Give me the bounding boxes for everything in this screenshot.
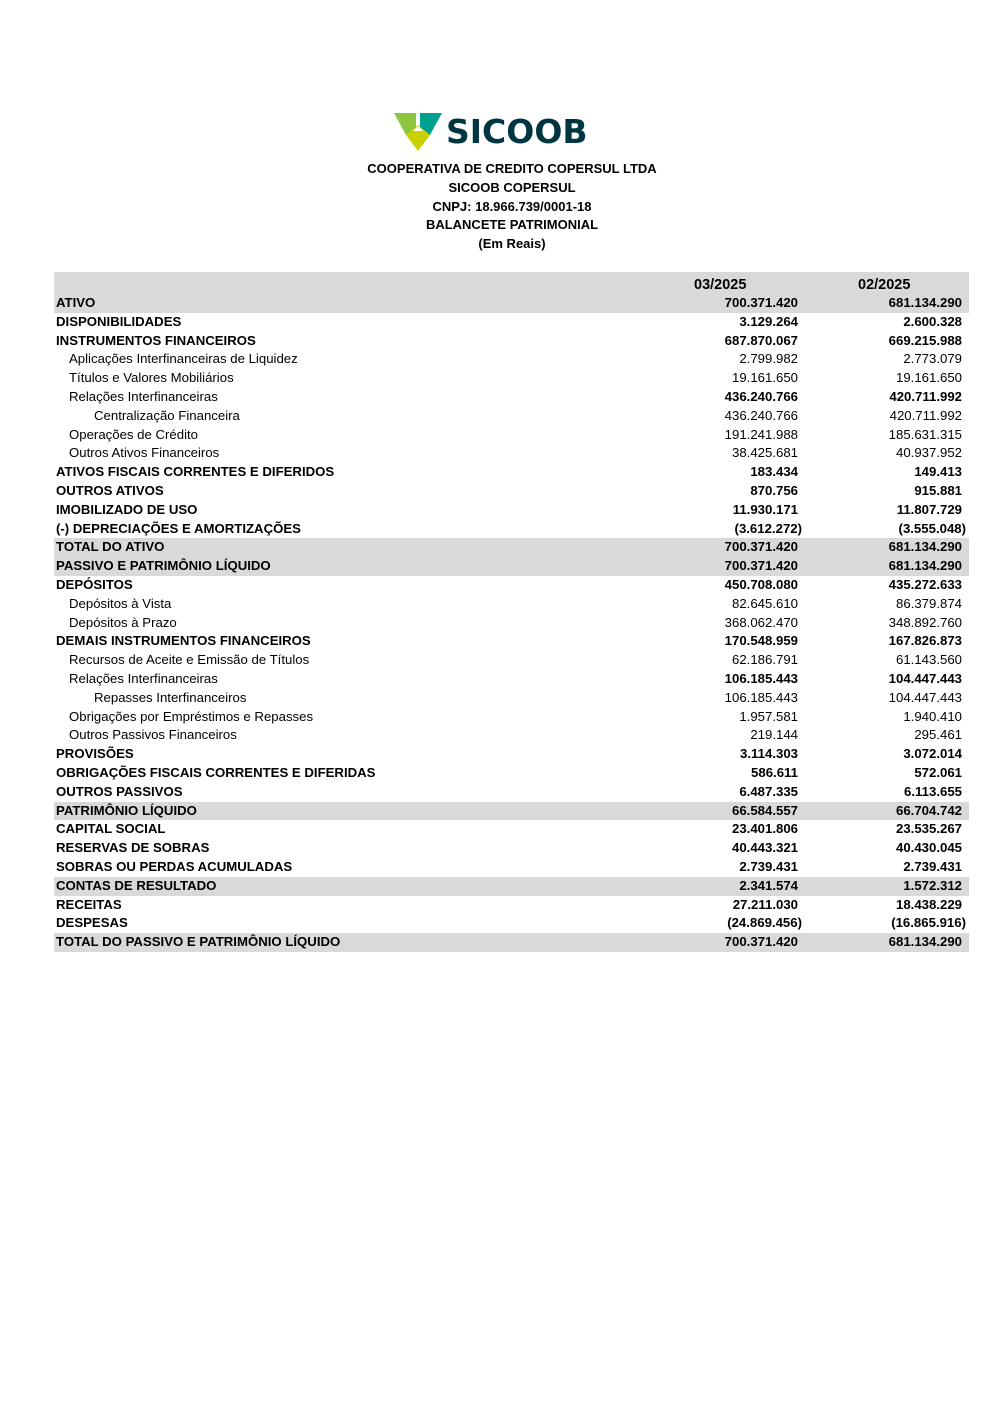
value-previous: 681.134.290 [888,295,962,310]
table-row [54,933,969,952]
value-previous: 40.937.952 [895,445,962,461]
table-row [54,294,969,313]
value-previous: 295.461 [914,727,962,743]
row-label: OUTROS PASSIVOS [56,783,183,799]
value-previous: 915.881 [914,482,962,498]
value-previous: 2.773.079 [903,351,962,367]
value-previous: 3.072.014 [903,746,962,762]
value-current: 1.957.581 [739,708,798,724]
value-current: 106.185.443 [724,670,798,686]
value-current: 38.425.681 [731,445,798,461]
value-previous: 149.413 [914,464,962,480]
row-label: OUTROS ATIVOS [56,482,164,498]
row-label: Títulos e Valores Mobiliários [69,370,234,386]
table-row [54,858,969,877]
column-header-current: 03/2025 [694,277,747,293]
row-label: Outros Ativos Financeiros [69,445,220,461]
table-row [54,407,969,426]
value-current: 436.240.766 [724,407,798,423]
table-row [54,350,969,369]
value-previous: 435.272.633 [888,576,962,592]
row-label: RESERVAS DE SOBRAS [56,840,210,856]
value-previous: 681.134.290 [888,558,962,574]
row-label: Depósitos à Vista [69,595,172,611]
table-row [54,520,969,539]
sicoob-triangle-icon [394,111,442,151]
value-current: 870.756 [750,482,798,498]
value-current: 106.185.443 [724,689,798,705]
row-label: Operações de Crédito [69,426,199,442]
brand-name: SICOOB COPERSUL [448,179,576,195]
row-label: Relações Interfinanceiras [69,388,218,404]
row-label: DISPONIBILIDADES [56,313,182,329]
table-row [54,651,969,670]
value-current: 2.739.431 [739,858,798,874]
row-label: DEMAIS INSTRUMENTOS FINANCEIROS [56,633,311,649]
row-label: RECEITAS [56,896,122,912]
table-row [54,689,969,708]
value-previous: 185.631.315 [888,426,962,442]
value-previous: 1.572.312 [903,877,962,893]
cnpj: CNPJ: 18.966.739/0001-18 [432,198,592,214]
document-header [0,160,1000,254]
row-label: ATIVOS FISCAIS CORRENTES E DIFERIDOS [56,464,335,480]
table-row [54,708,969,727]
document-title: BALANCETE PATRIMONIAL [425,217,599,233]
value-previous: 40.430.045 [895,840,962,856]
value-previous: 420.711.992 [889,407,962,423]
value-previous: 167.826.873 [888,633,962,649]
row-label: IMOBILIZADO DE USO [56,501,198,517]
value-current: 450.708.080 [724,576,798,592]
row-label: Aplicações Interfinanceiras de Liquidez [69,351,298,367]
row-label: OBRIGAÇÕES FISCAIS CORRENTES E DIFERIDAS [56,764,376,780]
value-current: 219.144 [750,727,798,743]
table-row [54,745,969,764]
table-row [54,463,969,482]
value-current: 436.240.766 [724,388,798,404]
value-previous: 669.215.988 [888,332,962,348]
value-current: 11.930.171 [732,501,798,517]
value-current: 368.062.470 [724,614,798,630]
value-current: (24.869.456) [727,915,802,931]
row-label: DESPESAS [56,915,128,931]
value-previous: 23.535.267 [895,821,962,837]
value-previous: 66.704.742 [895,802,962,818]
sicoob-logo [394,110,594,152]
value-previous: (3.555.048) [898,520,966,536]
table-row [54,501,969,520]
value-previous: 2.600.328 [903,313,962,329]
table-row [54,576,969,595]
table-row [54,426,969,445]
row-label: INSTRUMENTOS FINANCEIROS [56,332,256,348]
table-row [54,557,969,576]
value-previous: 19.161.650 [895,370,962,386]
table-row [54,632,969,651]
value-current: 191.241.988 [724,426,798,442]
table-row [54,820,969,839]
row-label: CONTAS DE RESULTADO [56,877,217,893]
table-row [54,726,969,745]
row-label: Centralização Financeira [94,407,240,423]
value-current: 700.371.420 [724,558,798,574]
value-current: 6.487.335 [739,783,798,799]
balance-sheet-table [54,272,969,952]
value-current: 2.341.574 [739,877,798,893]
row-label: Depósitos à Prazo [69,614,177,630]
row-label: Outros Passivos Financeiros [69,727,237,743]
table-row [54,802,969,821]
table-row [54,444,969,463]
value-current: 700.371.420 [724,539,798,555]
table-row [54,369,969,388]
column-header-previous: 02/2025 [858,277,911,293]
row-label: Repasses Interfinanceiros [94,689,247,705]
value-current: (3.612.272) [734,520,802,536]
table-row [54,670,969,689]
row-label: TOTAL DO PASSIVO E PATRIMÔNIO LÍQUIDO [56,934,341,950]
row-label: CAPITAL SOCIAL [56,821,166,837]
value-previous: (16.865.916) [891,915,966,931]
value-current: 3.129.264 [739,313,798,329]
value-previous: 1.940.410 [903,708,962,724]
table-row [54,764,969,783]
company-name: COOPERATIVA DE CREDITO COPERSUL LTDA [367,161,657,176]
row-label: ATIVO [56,295,96,310]
table-row [54,332,969,351]
value-current: 2.799.982 [739,351,798,367]
value-previous: 420.711.992 [889,388,962,404]
value-current: 19.161.650 [731,370,798,386]
row-label: PATRIMÔNIO LÍQUIDO [56,802,197,818]
table-row [54,482,969,501]
value-previous: 6.113.655 [904,783,962,799]
table-row [54,595,969,614]
table-row [54,388,969,407]
logo-wordmark: SICOOB [446,111,588,151]
table-row [54,877,969,896]
value-current: 27.211.030 [732,896,798,912]
value-current: 687.870.067 [724,332,798,348]
row-label: TOTAL DO ATIVO [56,539,165,555]
value-current: 170.548.959 [724,633,798,649]
value-previous: 11.807.729 [896,501,962,517]
table-row [54,313,969,332]
row-label: SOBRAS OU PERDAS ACUMULADAS [56,858,293,874]
value-previous: 572.061 [914,764,962,780]
value-current: 66.584.557 [731,802,798,818]
table-row [54,896,969,915]
row-label: Relações Interfinanceiras [69,670,218,686]
value-previous: 681.134.290 [888,934,962,950]
table-row [54,614,969,633]
currency-note: (Em Reais) [478,236,546,252]
value-current: 700.371.420 [724,934,798,950]
value-current: 82.645.610 [731,595,798,611]
row-label: (-) DEPRECIAÇÕES E AMORTIZAÇÕES [56,520,301,536]
value-previous: 2.739.431 [903,858,962,874]
row-label: Recursos de Aceite e Emissão de Títulos [69,652,310,668]
row-label: PROVISÕES [56,746,134,762]
value-previous: 348.892.760 [888,614,962,630]
value-previous: 104.447.443 [888,670,962,686]
row-label: Obrigações por Empréstimos e Repasses [69,708,314,724]
table-row [54,839,969,858]
value-previous: 18.438.229 [895,896,962,912]
value-current: 183.434 [750,464,798,480]
table-row [54,538,969,557]
value-current: 586.611 [751,764,798,780]
value-current: 40.443.321 [731,840,798,856]
value-current: 700.371.420 [724,295,798,310]
value-current: 62.186.791 [731,652,798,668]
value-previous: 104.447.443 [888,689,962,705]
value-current: 23.401.806 [731,821,798,837]
table-row [54,914,969,933]
table-row [54,783,969,802]
row-label: DEPÓSITOS [56,576,133,592]
row-label: PASSIVO E PATRIMÔNIO LÍQUIDO [56,558,271,574]
value-current: 3.114.303 [740,746,798,762]
value-previous: 681.134.290 [888,539,962,555]
value-previous: 61.143.560 [895,652,962,668]
column-header-row [54,272,969,294]
value-previous: 86.379.874 [895,595,962,611]
